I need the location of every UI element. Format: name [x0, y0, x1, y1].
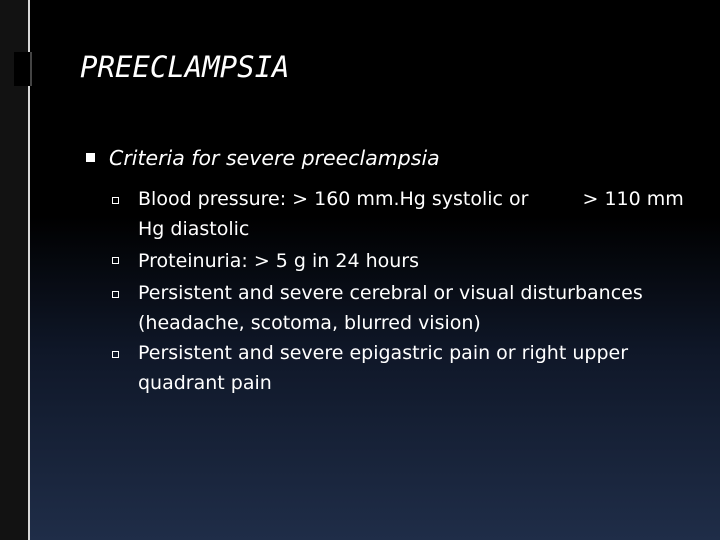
- criteria-item-epigastric: [112, 338, 686, 398]
- criteria-text: Persistent and severe epigastric pain or right upper quadrant pain: [138, 342, 629, 394]
- criteria-item-blood-pressure: [112, 184, 686, 244]
- criteria-item-proteinuria: [112, 244, 686, 278]
- filled-square-bullet-icon: [86, 153, 95, 162]
- hollow-square-bullet-icon: [112, 197, 119, 204]
- heading-bullet: [86, 146, 686, 170]
- hollow-square-bullet-icon: [112, 351, 119, 358]
- hollow-square-bullet-icon: [112, 257, 119, 264]
- criteria-text-part2: > 110 mm Hg diastolic: [138, 188, 684, 240]
- criteria-text: Proteinuria: > 5 g in 24 hours: [138, 250, 420, 272]
- bullet-list: [86, 146, 686, 398]
- slide-title: PREECLAMPSIA: [80, 50, 290, 84]
- title-accent-block: [14, 52, 32, 86]
- heading-text: Criteria for severe preeclampsia: [109, 146, 440, 170]
- criteria-text: Persistent and severe cerebral or visual disturbances (headache, scotoma, blurred vision): [138, 282, 643, 334]
- hollow-square-bullet-icon: [112, 291, 119, 298]
- criteria-item-cerebral: [112, 278, 686, 338]
- criteria-text-part1: Blood pressure: > 160 mm.Hg systolic or: [138, 188, 529, 210]
- criteria-list: [86, 184, 686, 398]
